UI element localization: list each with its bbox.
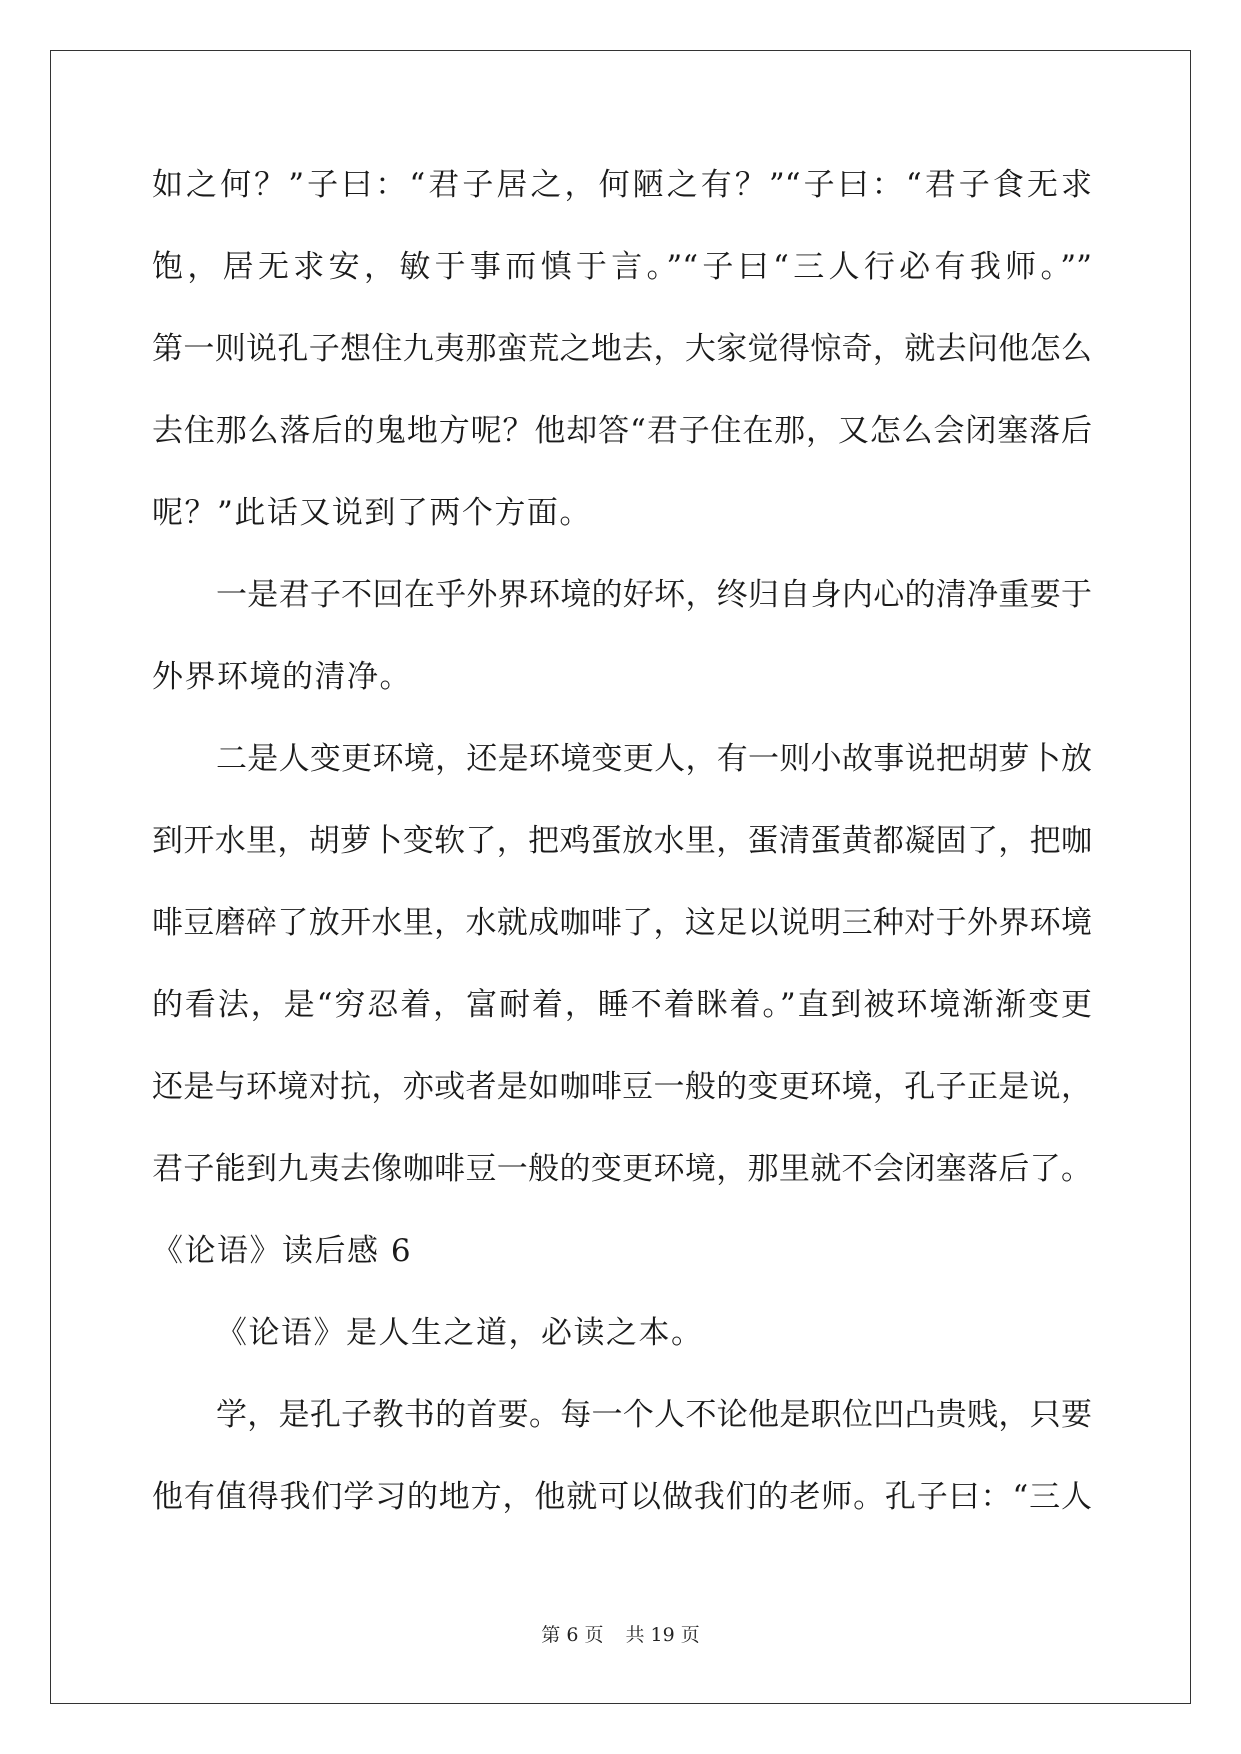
- paragraph-start-line: 一是君子不回在乎外界环境的好坏，终归自身内心的清净重要于: [216, 577, 1092, 613]
- paragraph-start-line: 二是人变更环境，还是环境变更人，有一则小故事说把胡萝卜放: [216, 741, 1092, 777]
- text-line: 的看法，是“穷忍着，富耐着，睡不着眯着。”直到被环境渐渐变更: [152, 987, 1092, 1023]
- text-line: 第一则说孔子想住九夷那蛮荒之地去，大家觉得惊奇，就去问他怎么: [152, 331, 1092, 367]
- document-body: [152, 162, 1092, 1556]
- text-line: 饱，居无求安，敏于事而慎于言。”“子曰“三人行必有我师。””: [152, 249, 1092, 285]
- text-line: 如之何？”子曰：“君子居之，何陋之有？”“子曰：“君子食无求: [152, 167, 1092, 203]
- paragraph-start-line: 《论语》是人生之道，必读之本。: [216, 1315, 704, 1351]
- page-number: 第 6 页: [541, 1624, 604, 1646]
- text-line: 去住那么落后的鬼地方呢？他却答“君子住在那，又怎么会闭塞落后: [152, 413, 1092, 449]
- page-footer: [0, 1620, 1241, 1647]
- text-line: 呢？”此话又说到了两个方面。: [152, 495, 592, 531]
- text-line: 他有值得我们学习的地方，他就可以做我们的老师。孔子曰：“三人: [152, 1479, 1092, 1515]
- page-total: 共 19 页: [625, 1624, 700, 1646]
- section-heading: 《论语》读后感 6: [152, 1233, 413, 1269]
- paragraph-start-line: 学，是孔子教书的首要。每一个人不论他是职位凹凸贵贱，只要: [216, 1397, 1092, 1433]
- text-line: 外界环境的清净。: [152, 659, 412, 695]
- text-line: 还是与环境对抗，亦或者是如咖啡豆一般的变更环境，孔子正是说，: [152, 1069, 1092, 1105]
- text-line: 啡豆磨碎了放开水里，水就成咖啡了，这足以说明三种对于外界环境: [152, 905, 1092, 941]
- text-line: 到开水里，胡萝卜变软了，把鸡蛋放水里，蛋清蛋黄都凝固了，把咖: [152, 823, 1092, 859]
- text-line: 君子能到九夷去像咖啡豆一般的变更环境，那里就不会闭塞落后了。: [152, 1151, 1092, 1187]
